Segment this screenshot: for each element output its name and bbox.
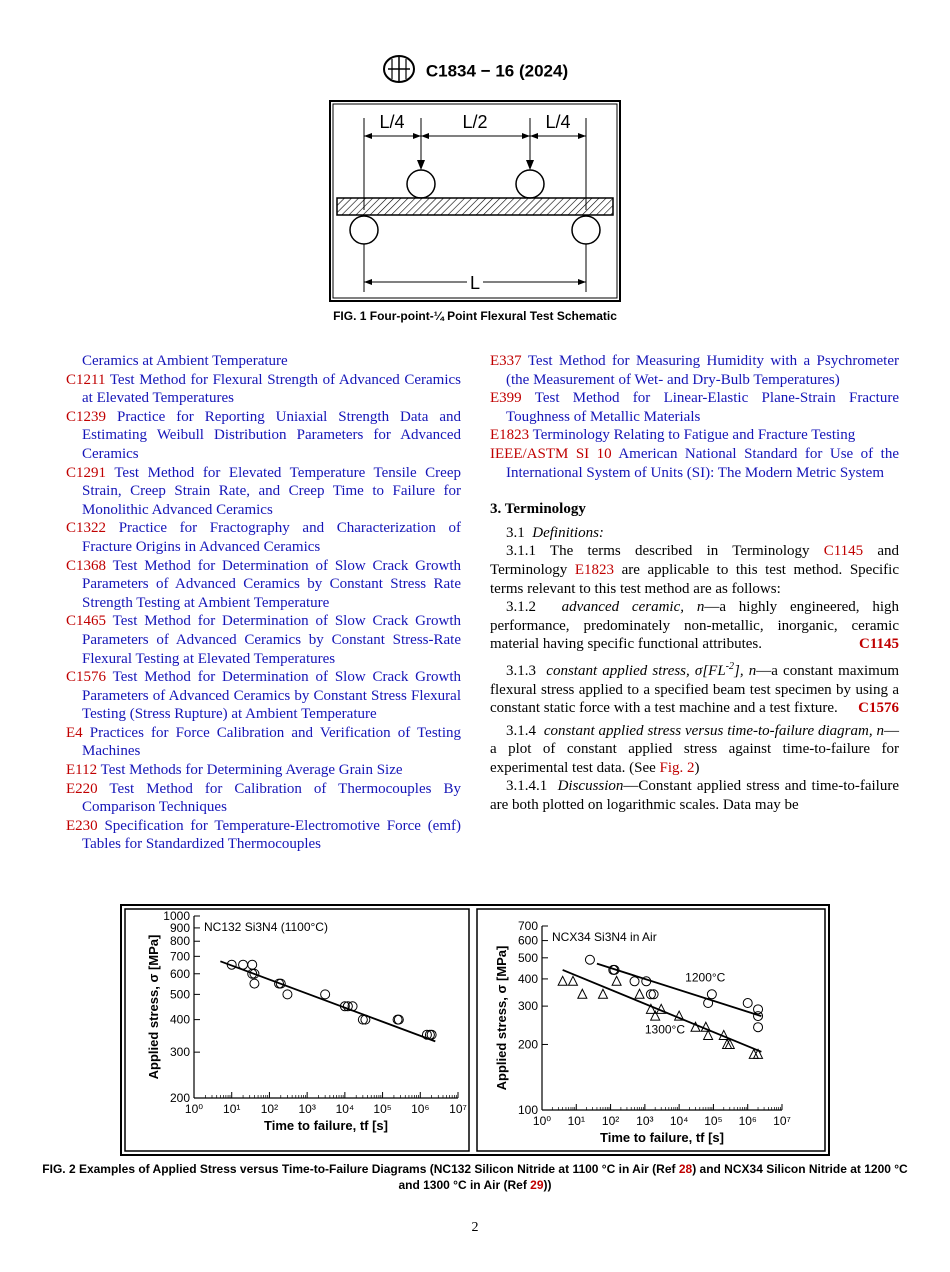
- reference-title-link[interactable]: Test Method for Flexural Strength of Advanced Ceramics at Elevated Temperatures: [82, 371, 461, 407]
- fig1-label-quarter-right: L/4: [545, 112, 571, 132]
- reference-item: [66, 371, 461, 408]
- reference-title-link[interactable]: Test Method for Determination of Slow Crack Growth Parameters of Advanced Ceramics by Constant Stress Flexural Testing (Stress Rupture) at Ambient Temperature: [82, 669, 461, 723]
- reference-code-link[interactable]: C1211: [66, 371, 106, 388]
- reference-title-link[interactable]: Test Method for Elevated Temperature Tensile Creep Strain, Creep Strain Rate, and Creep Time to Failure for Monolithic Advanced Ceramics: [82, 464, 461, 518]
- right-column: [490, 352, 899, 815]
- para-3-1-4-1: 3.1.4.1 Discussion—Constant applied stress and time-to-failure are both plotted on logarithmic scales. Data may be: [490, 778, 900, 814]
- x-tick-label: 10³: [636, 1114, 654, 1128]
- x-tick-label: 10⁴: [335, 1102, 355, 1116]
- reference-title-link[interactable]: Test Method for Determination of Slow Crack Growth Parameters of Advanced Ceramics by Constant Stress-Rate Flexural Testing at Elevated Temperatures: [82, 613, 461, 667]
- para-3-1: 3.1 Definitions:: [506, 524, 604, 541]
- y-tick-label: 600: [169, 966, 190, 981]
- x-tick-label: 10³: [298, 1102, 316, 1116]
- page-header: [0, 54, 950, 89]
- reference-item: [66, 612, 461, 668]
- reference-item: [490, 352, 899, 389]
- trend-line: [597, 964, 761, 1016]
- x-axis-label: Time to failure, tf [s]: [600, 1130, 724, 1145]
- reference-item: [66, 761, 461, 780]
- ref-28-link[interactable]: 28: [678, 1162, 693, 1176]
- y-tick-label: 800: [169, 934, 190, 949]
- reference-item: [66, 724, 461, 761]
- y-tick-label: 600: [517, 933, 538, 948]
- reference-item: [66, 408, 461, 464]
- y-tick-label: 400: [169, 1012, 190, 1027]
- reference-code-link[interactable]: C1576: [66, 669, 107, 686]
- x-tick-label: 10⁶: [411, 1102, 430, 1116]
- x-tick-label: 10⁷: [449, 1102, 467, 1116]
- data-point-circle: [250, 979, 259, 988]
- reference-code-link[interactable]: E399: [490, 390, 522, 407]
- fig1-schematic: [329, 100, 621, 302]
- reference-title-link[interactable]: Test Method for Calibration of Thermocouples By Comparison Techniques: [82, 780, 461, 816]
- chart-ncx34: [476, 908, 826, 1152]
- y-tick-label: 700: [169, 949, 190, 964]
- astm-logo-icon: [382, 54, 416, 89]
- reference-title-link[interactable]: Ceramics at Ambient Temperature: [82, 353, 288, 369]
- x-tick-label: 10¹: [223, 1102, 241, 1116]
- y-axis-label: Applied stress, σ [MPa]: [146, 934, 161, 1080]
- y-tick-label: 100: [517, 1103, 538, 1117]
- data-point-triangle: [635, 989, 644, 998]
- reference-item: [66, 557, 461, 613]
- x-tick-label: 10¹: [567, 1114, 585, 1128]
- y-tick-label: 1000: [163, 909, 190, 923]
- reference-code-link[interactable]: C1239: [66, 408, 107, 425]
- fig1-label-quarter-left: L/4: [379, 112, 405, 132]
- y-tick-label: 300: [169, 1045, 190, 1060]
- data-point-circle: [585, 955, 594, 964]
- left-column: [66, 352, 461, 854]
- data-point-circle: [283, 990, 292, 999]
- x-axis-label: Time to failure, tf [s]: [264, 1118, 388, 1133]
- data-point-circle: [743, 999, 752, 1008]
- data-point-triangle: [568, 976, 577, 985]
- trend-line: [220, 961, 435, 1041]
- reference-code-link[interactable]: C1368: [66, 557, 107, 574]
- data-point-circle: [707, 990, 716, 999]
- reference-title-link[interactable]: Test Method for Linear-Elastic Plane-Strain Fracture Toughness of Metallic Materials: [506, 390, 899, 425]
- x-tick-label: 10⁶: [738, 1114, 757, 1128]
- y-tick-label: 400: [517, 971, 538, 986]
- ref-link-e1823[interactable]: E1823: [574, 561, 615, 578]
- reference-code-link[interactable]: E112: [66, 762, 98, 779]
- reference-code-link[interactable]: E230: [66, 817, 98, 834]
- reference-code-link[interactable]: C1322: [66, 520, 107, 537]
- data-point-circle: [754, 1023, 763, 1032]
- reference-code-link[interactable]: E220: [66, 780, 98, 797]
- ref-29-link[interactable]: 29: [530, 1178, 544, 1192]
- reference-item: [66, 780, 461, 817]
- data-point-triangle: [598, 989, 607, 998]
- chart-nc132: [124, 908, 470, 1152]
- para-3-1-3: 3.1.3 constant applied stress, $\sigma[FL^{-2}]$, n—a constant maximum flexural stress applied to a specified beam test specimen by using a constant static force with a test machine and a test fixture. C1576: [490, 660, 899, 717]
- trend-line: [563, 970, 762, 1052]
- reference-title-link[interactable]: American National Standard for Use of the International System of Units (SI): The Modern Metric System: [506, 445, 899, 481]
- reference-item: [490, 389, 899, 426]
- y-axis-label: Applied stress, σ [MPa]: [494, 945, 509, 1091]
- reference-item: [66, 352, 461, 371]
- x-tick-label: 10⁴: [669, 1114, 689, 1128]
- y-tick-label: 300: [517, 999, 538, 1014]
- section-heading: 3. Terminology: [490, 501, 586, 518]
- reference-code-link[interactable]: E1823: [490, 427, 530, 444]
- reference-title-link[interactable]: Test Method for Determination of Slow Crack Growth Parameters of Advanced Ceramics by Constant Stress Rate Strength Testing at Ambient Temperature: [82, 557, 461, 611]
- x-tick-label: 10²: [601, 1114, 620, 1128]
- reference-title-link[interactable]: Terminology Relating to Fatigue and Fracture Testing: [532, 427, 856, 444]
- data-point-circle: [239, 960, 248, 969]
- fig2-caption: FIG. 2 Examples of Applied Stress versus Time-to-Failure Diagrams (NC132 Silicon Nitride at 1100 °C in Air (Ref 28) and NCX34 Silicon Nitride at 1200 °C and 1300 °C in Air (Ref 29)): [42, 1162, 908, 1192]
- reference-item: [66, 668, 461, 724]
- para-3-1-4: 3.1.4 constant applied stress versus time-to-failure diagram, n—a plot of constant applied stress against time-to-failure for experimental test data. (See Fig. 2): [490, 722, 900, 776]
- y-tick-label: 900: [169, 920, 190, 935]
- reference-item: [490, 445, 899, 482]
- data-point-circle: [630, 977, 639, 986]
- reference-list: [490, 352, 899, 482]
- reference-title-link[interactable]: Specification for Temperature-Electromotive Force (emf) Tables for Standardized Thermocouples: [82, 817, 461, 853]
- reference-item: [66, 817, 461, 854]
- page-number: 2: [471, 1220, 479, 1235]
- source-ref-c1145[interactable]: C1145: [858, 636, 899, 653]
- reference-title-link[interactable]: Practice for Reporting Uniaxial Strength Data and Estimating Weibull Distribution Parameters for Advanced Ceramics: [82, 408, 461, 462]
- x-tick-label: 10⁵: [704, 1114, 723, 1128]
- data-point-triangle: [612, 976, 621, 985]
- reference-code-link[interactable]: C1465: [66, 613, 107, 630]
- source-ref-c1576[interactable]: C1576: [858, 700, 899, 717]
- para-3-1-2: 3.1.2 advanced ceramic, n—a highly engineered, high performance, predominately non-metallic, inorganic, ceramic material having specific functional attributes. C1145: [490, 599, 899, 653]
- chart-title: NC132 Si3N4 (1100°C): [204, 920, 328, 934]
- reference-code-link[interactable]: C1291: [66, 464, 107, 481]
- ref-link-fig2[interactable]: Fig. 2: [659, 759, 695, 776]
- y-tick-label: 200: [169, 1091, 190, 1105]
- x-tick-label: 10⁰: [184, 1102, 204, 1116]
- reference-item: [66, 519, 461, 556]
- reference-item: [66, 464, 461, 520]
- x-tick-label: 10⁰: [532, 1114, 552, 1128]
- reference-code-link[interactable]: E4: [66, 724, 83, 741]
- y-tick-label: 700: [517, 919, 538, 933]
- annotation-1300c: 1300°C: [644, 1022, 686, 1037]
- x-tick-label: 10⁵: [373, 1102, 392, 1116]
- para-3-1-1: 3.1.1 The terms described in Terminology C1145 and Terminology E1823 are applicable to this test method. Specific terms relevant to this test method are as follows:: [490, 543, 899, 597]
- data-point-circle: [248, 960, 257, 969]
- fig1-label-span: L: [469, 273, 481, 293]
- fig1-caption: FIG. 1 Four-point-¼ Point Flexural Test Schematic: [333, 309, 617, 323]
- reference-title-link[interactable]: Practice for Fractography and Characterization of Fracture Origins in Advanced Ceramics: [82, 520, 462, 555]
- reference-title-link[interactable]: Test Methods for Determining Average Grain Size: [100, 762, 403, 779]
- data-point-circle: [321, 990, 330, 999]
- ref-link-c1145[interactable]: C1145: [823, 543, 864, 560]
- reference-title-link[interactable]: Practices for Force Calibration and Verification of Testing Machines: [82, 724, 461, 760]
- reference-item: [490, 426, 899, 445]
- x-tick-label: 10²: [260, 1102, 279, 1116]
- x-tick-label: 10⁷: [773, 1114, 791, 1128]
- standard-designation: C1834 − 16 (2024): [425, 61, 569, 81]
- chart-title: NCX34 Si3N4 in Air: [552, 930, 657, 944]
- fig1-label-half: L/2: [462, 112, 488, 132]
- data-point-triangle: [558, 976, 567, 985]
- annotation-1200c: 1200°C: [685, 970, 726, 985]
- y-tick-label: 200: [517, 1037, 538, 1052]
- data-point-triangle: [578, 989, 587, 998]
- y-tick-label: 500: [169, 987, 190, 1002]
- reference-code-link[interactable]: E337: [490, 353, 522, 369]
- y-tick-label: 500: [517, 950, 538, 965]
- reference-code-link[interactable]: IEEE/ASTM SI 10: [490, 445, 612, 462]
- reference-title-link[interactable]: Test Method for Measuring Humidity with a Psychrometer (the Measurement of Wet- and Dry-Bulb Temperatures): [506, 353, 900, 388]
